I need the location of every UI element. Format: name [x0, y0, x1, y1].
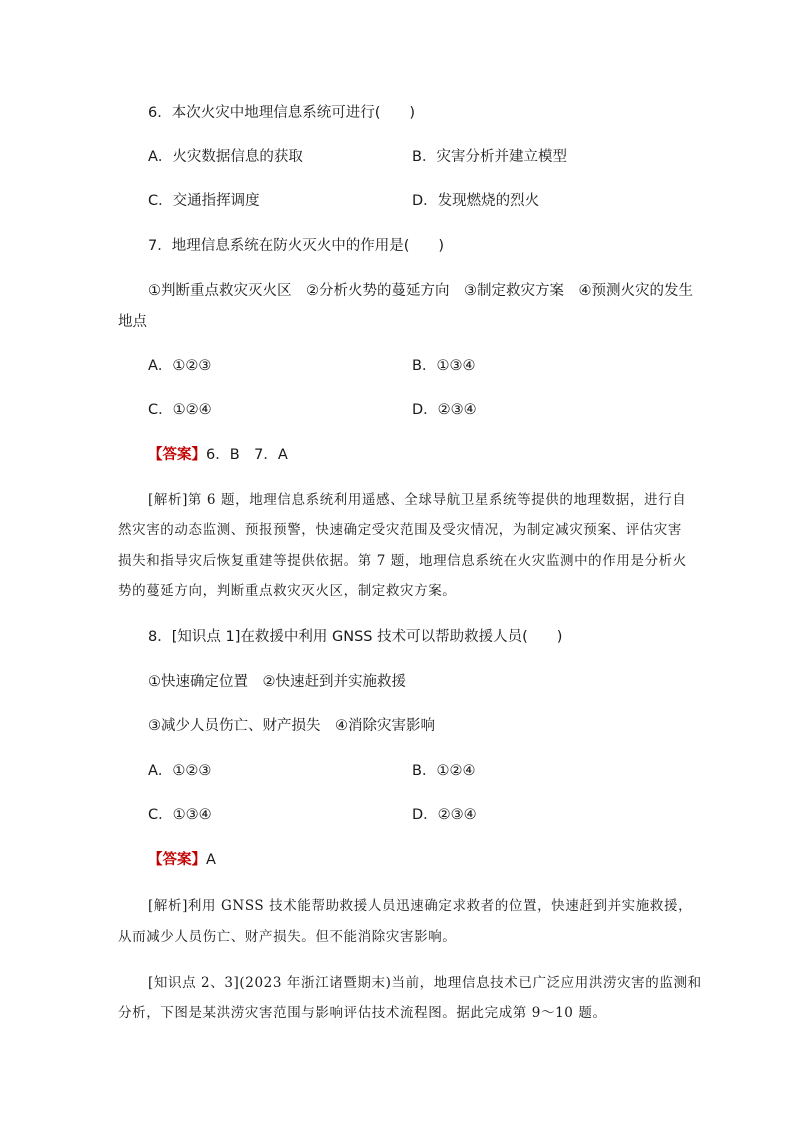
q6-option-d: D．发现燃烧的烈火 — [412, 193, 540, 209]
answer-text: 6．B 7．A — [206, 447, 288, 463]
intro-9-10-line1: [知识点 2、3](2023 年浙江诸暨期末)当前，地理信息技术已广泛应用洪涝灾害的监测和 — [148, 975, 702, 991]
q8-option-d: D．②③④ — [412, 807, 477, 823]
answer-tag: 【答案】 — [148, 447, 206, 463]
answer-6-7 — [148, 445, 288, 465]
q6-option-c: C．交通指挥调度 — [148, 193, 260, 209]
question-7-stem: 7．地理信息系统在防火灭火中的作用是( ) — [148, 238, 445, 254]
q8-items-line1: ①快速确定位置 ②快速赶到并实施救援 — [148, 674, 406, 690]
q7-items-line1: ①判断重点救灾灭火区 ②分析火势的蔓延方向 ③制定救灾方案 ④预测火灾的发生 — [148, 283, 693, 299]
answer-tag: 【答案】 — [148, 852, 206, 868]
analysis-6-7-line3: 损失和指导灾后恢复重建等提供依据。第 7 题，地理信息系统在火灾监测中的作用是分析火 — [118, 553, 687, 569]
q7-option-c: C．①②④ — [148, 402, 212, 418]
question-6-stem: 6．本次火灾中地理信息系统可进行( ) — [148, 105, 416, 121]
answer-8 — [148, 850, 216, 870]
q7-option-a: A．①②③ — [148, 358, 212, 374]
analysis-6-7-line1: [解析]第 6 题，地理信息系统利用遥感、全球导航卫星系统等提供的地理数据，进行自 — [148, 492, 687, 508]
answer-text: A — [206, 852, 216, 868]
q8-option-a: A．①②③ — [148, 763, 212, 779]
q7-option-d: D．②③④ — [412, 402, 477, 418]
q7-items-line2: 地点 — [118, 314, 147, 330]
q6-option-b: B．灾害分析并建立模型 — [412, 149, 567, 165]
analysis-6-7-line2: 然灾害的动态监测、预报预警，快速确定受灾范围及受灾情况，为制定减灾预案、评估灾害 — [118, 522, 682, 538]
question-8-stem: 8．[知识点 1]在救援中利用 GNSS 技术可以帮助救援人员( ) — [148, 629, 563, 645]
q6-option-a: A．火灾数据信息的获取 — [148, 149, 303, 165]
q8-option-b: B．①②④ — [412, 763, 476, 779]
q8-option-c: C．①③④ — [148, 807, 212, 823]
intro-9-10-line2: 分析，下图是某洪涝灾害范围与影响评估技术流程图。据此完成第 9～10 题。 — [118, 1005, 607, 1021]
analysis-8-line1: [解析]利用 GNSS 技术能帮助救援人员迅速确定求救者的位置，快速赶到并实施救援， — [148, 898, 693, 914]
q8-items-line2: ③减少人员伤亡、财产损失 ④消除灾害影响 — [148, 718, 435, 734]
q7-option-b: B．①③④ — [412, 358, 476, 374]
analysis-6-7-line4: 势的蔓延方向，判断重点救灾灭火区，制定救灾方案。 — [118, 583, 457, 599]
analysis-8-line2: 从而减少人员伤亡、财产损失。但不能消除灾害影响。 — [118, 929, 457, 945]
